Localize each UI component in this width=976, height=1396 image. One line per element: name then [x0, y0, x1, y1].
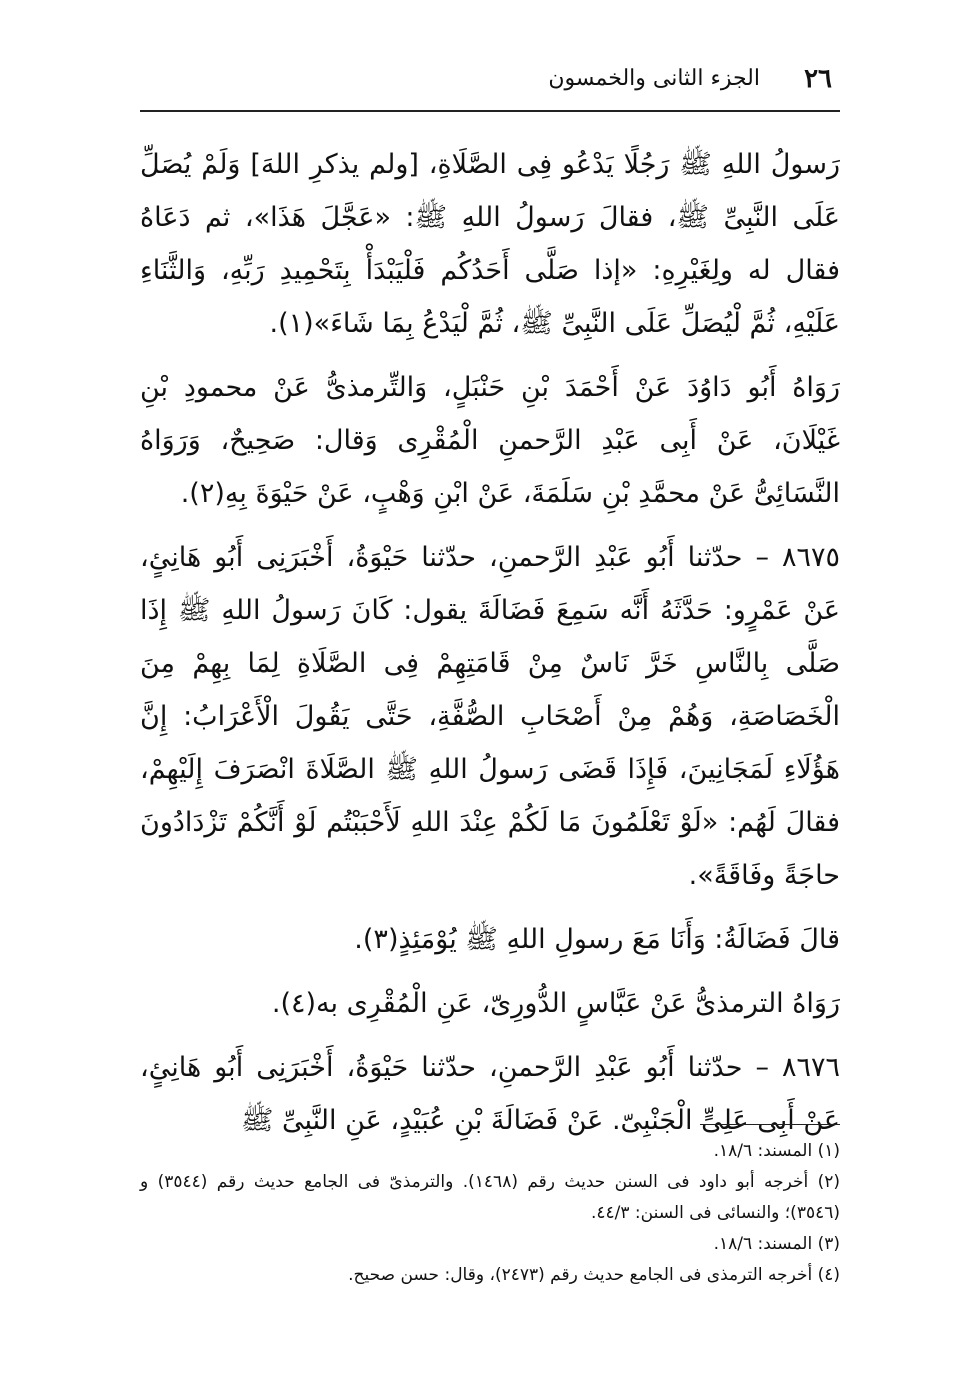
paragraph: رَوَاهُ أَبُو دَاوُدَ عَنْ أَحْمَدَ بْنِ حَنْبَلٍ، وَالتِّرمذىُّ عَنْ محمودِ بْنِ غَيْلَانَ، عَنْ أَبِى عَبْدِ الرَّحمنِ الْمُقْرِى وَقال: صَحِيحٌ، وَرَوَاهُ النَّسَائِىُّ عَنْ محمَّدِ بْنِ سَلَمَةَ، عَنْ ابْنِ وَهْبٍ، عَنْ حَيْوَةَ بِهِ(٢). — [140, 372, 840, 509]
footnotes — [140, 1136, 840, 1291]
footnote: (٢) أخرجه أبو داود فى السنن حديث رقم (١٤٦٨). والترمذىّ فى الجامع حديث رقم (٣٥٤٤) و (٣٥٤٦)؛ والنسائى فى السنن: ٤٤/٣. — [140, 1172, 841, 1223]
footnote-rule — [700, 1124, 840, 1125]
hadith-8675: ٨٦٧٥ – حدّثنا أَبُو عَبْدِ الرَّحمنِ، حدّثنا حَيْوَةُ، أَخْبَرَنِى أَبُو هَانِئٍ، عَنْ عَمْرٍو: حَدَّثَهُ أَنَّه سَمِعَ فَضَالَةَ يقول: كَانَ رَسولُ اللهِ ﷺ إِذَا صَلَّى بِالنَّاسِ خَرَّ نَاسٌ مِنْ قَامَتِهِمْ فِى الصَّلَاةِ لِمَا بِهِمْ مِنَ الْخَصَاصَةِ، وَهُمْ مِنْ أَصْحَابِ الصُّفَّةِ، حَتَّى يَقُولَ الْأَعْرَابُ: إِنَّ هَؤُلَاءِ لَمَجَانِينَ، فَإِذَا قَضَى رَسولُ اللهِ ﷺ الصَّلَاةَ انْصَرَفَ إِلَيْهِمْ، فقالَ لَهُم: «لَوْ تَعْلَمُونَ مَا لَكُمْ عِنْدَ اللهِ لَأَحْبَبْتُم لَوْ أَنَّكُمْ تَزْدَادُونَ حاجَةً وفَاقَةً». — [140, 542, 840, 891]
body-text — [140, 138, 840, 1158]
paragraph: قالَ فَضَالَةُ: وَأَنَا مَعَ رسولِ اللهِ ﷺ يُوْمَئِذٍ(٣). — [354, 924, 840, 955]
hadith-8676: ٨٦٧٦ – حدّثنا أَبُو عَبْدِ الرَّحمنِ، حدّثنا حَيْوَةُ، أَخْبَرَنِى أَبُو هَانِئٍ، عَنْ أَبِى عَلِىٍّ الْجَنْبِىّ. عَنْ فَضَالَةَ بْنِ عُبَيْدٍ، عَنِ النَّبِىِّ ﷺ — [140, 1052, 840, 1136]
header-rule — [140, 110, 840, 112]
footnote: (١) المسند: ١٨/٦. — [713, 1141, 840, 1161]
footnote: (٤) أخرجه الترمذى فى الجامع حديث رقم (٢٤٧٣)، وقال: حسن صحيح. — [348, 1265, 840, 1285]
paragraph: رَوَاهُ الترمذىُّ عَنْ عَبَّاسٍ الدُّورِىّ، عَنِ الْمُقْرِى به(٤). — [271, 988, 840, 1019]
page-number: ٢٦ — [804, 64, 832, 94]
paragraph: رَسولُ اللهِ ﷺ رَجُلًا يَدْعُو فِى الصَّلَاةِ، [ولم يذكرِ اللهَ] وَلَمْ يُصَلِّ عَلَى النَّبِىِّ ﷺ، فقالَ رَسولُ اللهِ ﷺ: «عَجَّلَ هَذَا»، ثم دَعَاهُ فقال له ولِغَيْرِهِ: «إذا صَلَّى أَحَدُكُم فَلْيَبْدَأْ بِتَحْمِيدِ رَبِّهِ، وَالثَّنَاءِ عَلَيْهِ، ثُمَّ لْيُصَلِّ عَلَى النَّبِىِّ ﷺ، ثُمَّ لْيَدْعُ بِمَا شَاءَ»(١). — [140, 149, 840, 339]
running-header — [140, 62, 840, 102]
footnote: (٣) المسند: ١٨/٦. — [713, 1234, 840, 1254]
header-title: الجزء الثانى والخمسون — [548, 66, 760, 91]
